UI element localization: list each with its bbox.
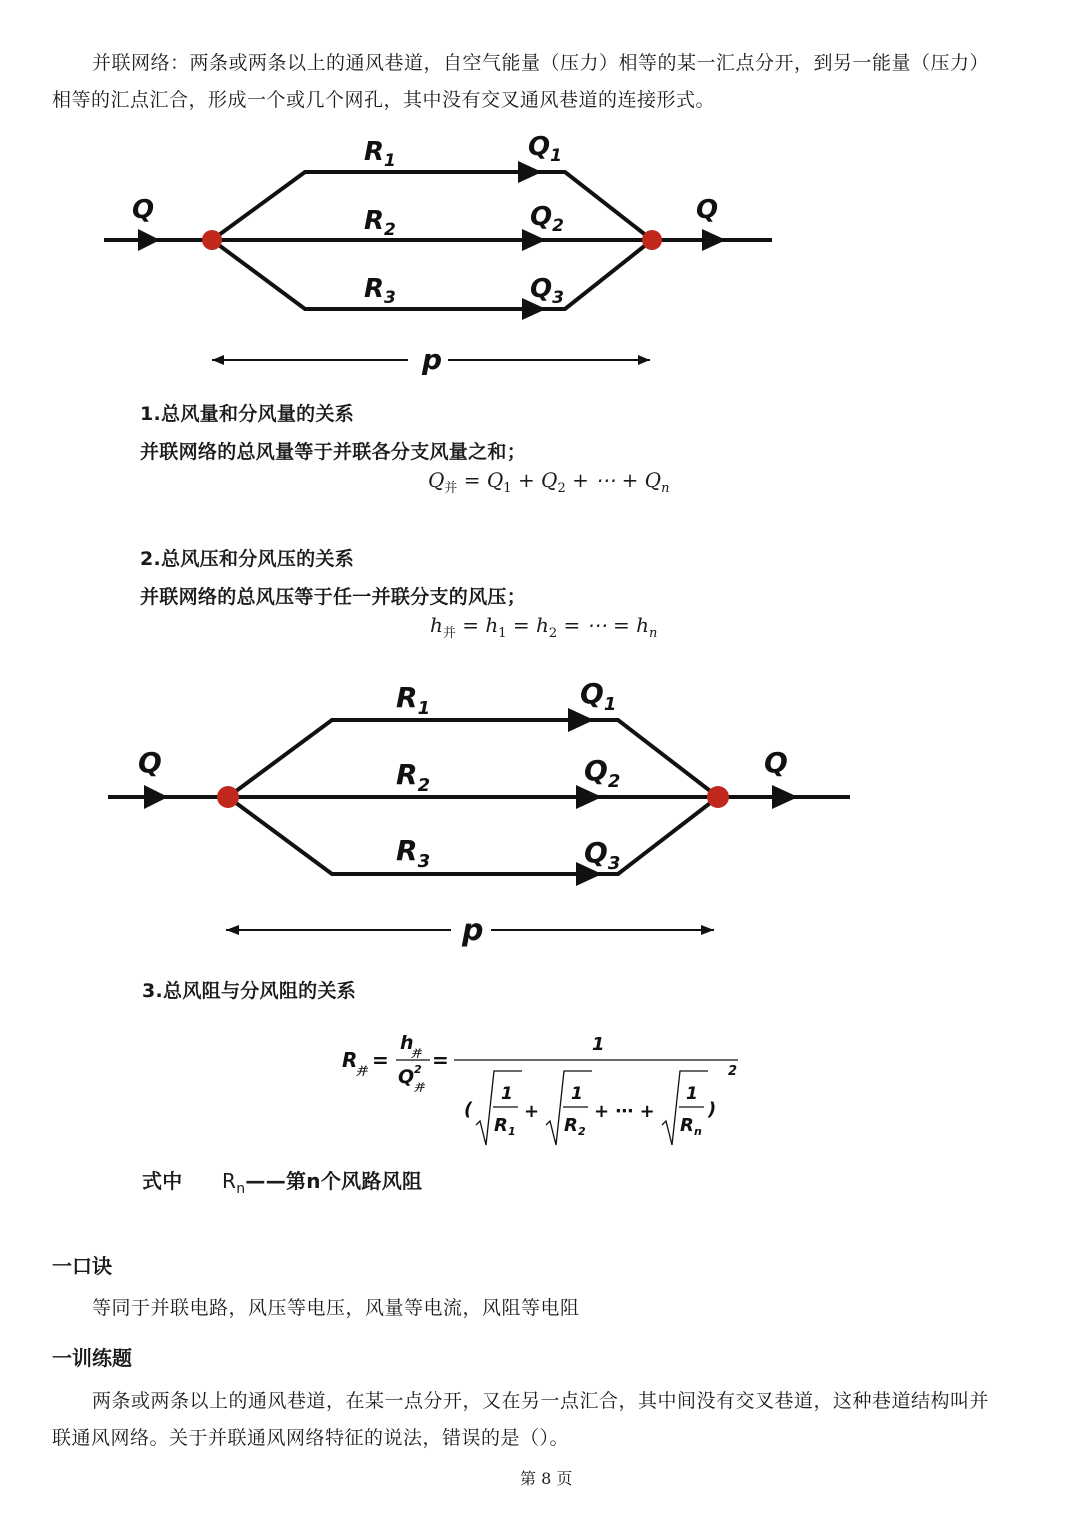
branch-2-resistance: $R_2$ bbox=[364, 206, 396, 240]
branch-3-flow: $Q_3$ bbox=[530, 274, 564, 308]
merge-node bbox=[642, 230, 662, 250]
branch-2-resistance: $R_2$ bbox=[396, 758, 431, 796]
arrow-branch-2 bbox=[522, 229, 546, 251]
section-3-note: $R_n——$第n个风路风阻 bbox=[222, 1169, 423, 1197]
arrow-branch-1 bbox=[568, 708, 594, 732]
section-3-title: 3.总风阻与分风阻的关系 bbox=[142, 980, 357, 1002]
arrow-inflow bbox=[138, 229, 160, 251]
branch-1-flow: $Q_1$ bbox=[528, 132, 562, 166]
intro-line-1: 并联网络：两条或两条以上的通风巷道，自空气能量（压力）相等的某一汇点分开，到另一能量（压力） bbox=[92, 52, 990, 74]
arrow-inflow bbox=[144, 785, 168, 809]
svg-text:1: 1 bbox=[501, 1084, 513, 1104]
section-3-note-prefix: 式中 bbox=[142, 1169, 183, 1193]
inflow-label: Q bbox=[138, 746, 162, 779]
svg-text:n: n bbox=[694, 1125, 702, 1138]
split-node bbox=[202, 230, 222, 250]
svg-text:(: ( bbox=[464, 1099, 473, 1120]
branch-1-line bbox=[228, 720, 718, 797]
page-number: 第 8 页 bbox=[520, 1469, 573, 1488]
section-1-statement: 并联网络的总风量等于并联各分支风量之和； bbox=[140, 441, 527, 463]
svg-text:1: 1 bbox=[592, 1034, 605, 1055]
branch-2-flow: $Q_2$ bbox=[530, 202, 564, 236]
branch-3-resistance: $R_3$ bbox=[364, 274, 396, 308]
inflow-label: Q bbox=[132, 195, 155, 225]
svg-text:1: 1 bbox=[686, 1084, 698, 1104]
svg-text:h: h bbox=[400, 1032, 414, 1054]
svg-text:R: R bbox=[342, 1048, 358, 1072]
section-3-formula bbox=[336, 1025, 756, 1150]
svg-text:1: 1 bbox=[508, 1125, 516, 1138]
merge-node bbox=[707, 786, 729, 808]
svg-text:并: 并 bbox=[414, 1083, 424, 1094]
svg-text:=: = bbox=[432, 1048, 449, 1072]
svg-text:+: + bbox=[524, 1101, 540, 1122]
intro-line-2: 相等的汇点汇合，形成一个或几个网孔，其中没有交叉通风巷道的连接形式。 bbox=[52, 89, 716, 111]
pressure-arrowhead-right bbox=[701, 925, 714, 935]
svg-text:R: R bbox=[494, 1115, 508, 1136]
svg-text:2: 2 bbox=[578, 1125, 586, 1138]
svg-text:R: R bbox=[680, 1115, 694, 1136]
exercise-line-2: 联通风网络。关于并联通风网络特征的说法，错误的是（）。 bbox=[52, 1427, 570, 1449]
parallel-network-diagram-1 bbox=[90, 125, 810, 380]
branch-3-flow: $Q_3$ bbox=[584, 836, 621, 874]
svg-text:2: 2 bbox=[414, 1063, 422, 1076]
parallel-network-diagram-2 bbox=[96, 670, 866, 950]
svg-text:Q: Q bbox=[398, 1066, 415, 1088]
branch-1-resistance: $R_1$ bbox=[364, 137, 396, 171]
outflow-label: Q bbox=[696, 195, 719, 225]
svg-text:): ) bbox=[708, 1099, 717, 1120]
section-1-formula: $Q_并 = Q_1 + Q_2$ + ⋯ + $Q_n$ bbox=[428, 468, 670, 496]
branch-3-line bbox=[212, 240, 652, 309]
exercise-line-1: 两条或两条以上的通风巷道，在某一点分开，又在另一点汇合，其中间没有交叉巷道，这种巷道结构叫并 bbox=[92, 1390, 990, 1412]
svg-text:并: 并 bbox=[356, 1065, 367, 1078]
exercise-title: 一训练题 bbox=[52, 1346, 132, 1370]
arrow-branch-1 bbox=[518, 161, 542, 183]
svg-text:2: 2 bbox=[728, 1064, 738, 1079]
split-node bbox=[217, 786, 239, 808]
outflow-label: Q bbox=[764, 746, 788, 779]
pressure-arrowhead-left bbox=[212, 355, 224, 365]
branch-3-resistance: $R_3$ bbox=[396, 834, 431, 872]
svg-text:=: = bbox=[372, 1048, 389, 1072]
branch-2-flow: $Q_2$ bbox=[584, 754, 621, 792]
pressure-arrowhead-left bbox=[226, 925, 239, 935]
branch-3-line bbox=[228, 797, 718, 874]
svg-text:R: R bbox=[564, 1115, 578, 1136]
section-2-title: 2.总风压和分风压的关系 bbox=[140, 548, 355, 570]
branch-1-flow: $Q_1$ bbox=[580, 677, 617, 715]
section-1-title: 1.总风量和分风量的关系 bbox=[140, 403, 355, 425]
arrow-branch-2 bbox=[576, 785, 602, 809]
mnemonic-title: 一口诀 bbox=[52, 1254, 112, 1278]
pressure-label: p bbox=[462, 913, 484, 948]
section-2-formula: $h_并 = h_1 = h_2$ = ⋯ = $h_n$ bbox=[430, 613, 658, 641]
arrow-outflow bbox=[702, 229, 726, 251]
svg-text:+ ⋯ +: + ⋯ + bbox=[594, 1101, 655, 1122]
arrow-outflow bbox=[772, 785, 798, 809]
pressure-arrowhead-right bbox=[638, 355, 650, 365]
svg-text:并: 并 bbox=[411, 1049, 421, 1060]
section-2-statement: 并联网络的总风压等于任一并联分支的风压； bbox=[140, 586, 527, 608]
mnemonic-text: 等同于并联电路，风压等电压，风量等电流，风阻等电阻 bbox=[92, 1297, 580, 1319]
branch-1-line bbox=[212, 172, 652, 240]
branch-1-resistance: $R_1$ bbox=[396, 681, 431, 719]
svg-text:1: 1 bbox=[571, 1084, 583, 1104]
pressure-label: p bbox=[422, 343, 443, 376]
